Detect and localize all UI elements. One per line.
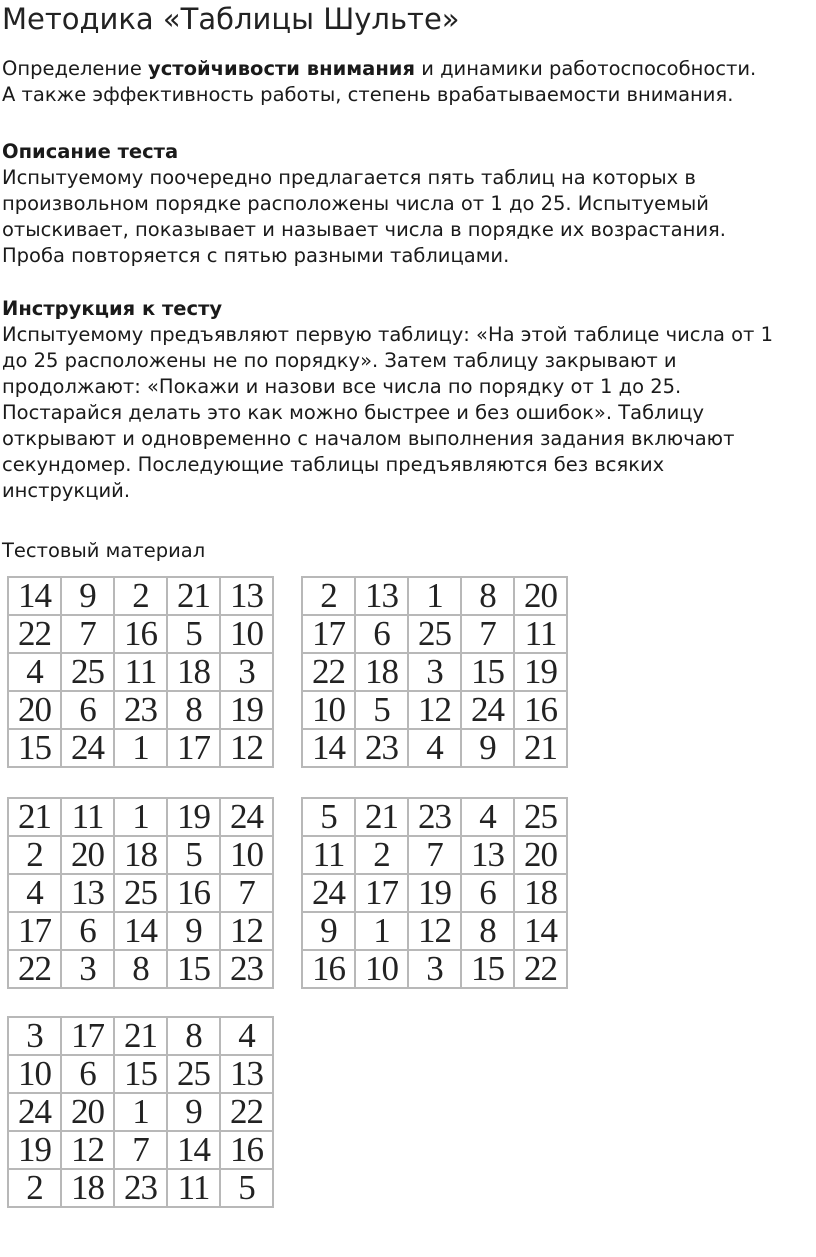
table-cell: 1 bbox=[355, 912, 408, 950]
table-cell: 16 bbox=[114, 615, 167, 653]
table-cell: 12 bbox=[408, 912, 461, 950]
table-cell: 7 bbox=[220, 874, 273, 912]
table-cell: 15 bbox=[8, 729, 61, 767]
table-cell: 17 bbox=[355, 874, 408, 912]
description-line: Испытуемому поочередно предлагается пять таблиц на которых в bbox=[2, 166, 696, 189]
table-cell: 19 bbox=[514, 653, 567, 691]
table-cell: 18 bbox=[61, 1169, 114, 1207]
table-row bbox=[8, 577, 273, 615]
table-cell: 16 bbox=[220, 1131, 273, 1169]
schulte-table-1 bbox=[7, 576, 274, 768]
table-cell: 18 bbox=[514, 874, 567, 912]
table-row bbox=[8, 1093, 273, 1131]
table-cell: 9 bbox=[302, 912, 355, 950]
schulte-table-4 bbox=[301, 797, 568, 989]
instruction-line: открывают и одновременно с началом выполнения задания включают bbox=[2, 427, 735, 450]
table-cell: 23 bbox=[355, 729, 408, 767]
table-cell: 25 bbox=[514, 798, 567, 836]
table-cell: 5 bbox=[167, 836, 220, 874]
material-label: Тестовый материал bbox=[2, 539, 206, 562]
instruction-section bbox=[2, 296, 773, 504]
table-cell: 6 bbox=[61, 1055, 114, 1093]
table-row bbox=[8, 912, 273, 950]
table-cell: 19 bbox=[167, 798, 220, 836]
table-cell: 2 bbox=[8, 836, 61, 874]
table-cell: 1 bbox=[114, 1093, 167, 1131]
table-cell: 8 bbox=[167, 691, 220, 729]
table-cell: 18 bbox=[167, 653, 220, 691]
table-cell: 10 bbox=[220, 615, 273, 653]
table-row bbox=[8, 1017, 273, 1055]
table-cell: 22 bbox=[220, 1093, 273, 1131]
table-cell: 24 bbox=[461, 691, 514, 729]
table-cell: 23 bbox=[220, 950, 273, 988]
table-cell: 13 bbox=[355, 577, 408, 615]
table-row bbox=[8, 1055, 273, 1093]
table-cell: 20 bbox=[61, 1093, 114, 1131]
table-row bbox=[302, 874, 567, 912]
table-row bbox=[302, 912, 567, 950]
table-cell: 15 bbox=[167, 950, 220, 988]
instruction-heading: Инструкция к тесту bbox=[2, 297, 223, 320]
table-cell: 4 bbox=[8, 874, 61, 912]
table-cell: 24 bbox=[220, 798, 273, 836]
table-row bbox=[8, 874, 273, 912]
instruction-line: продолжают: «Покажи и назови все числа по порядку от 1 до 25. bbox=[2, 375, 682, 398]
table-cell: 5 bbox=[302, 798, 355, 836]
table-cell: 15 bbox=[114, 1055, 167, 1093]
table-cell: 13 bbox=[61, 874, 114, 912]
table-cell: 14 bbox=[514, 912, 567, 950]
table-cell: 2 bbox=[8, 1169, 61, 1207]
table-cell: 9 bbox=[61, 577, 114, 615]
table-cell: 1 bbox=[408, 577, 461, 615]
table-cell: 22 bbox=[514, 950, 567, 988]
table-cell: 3 bbox=[8, 1017, 61, 1055]
table-cell: 12 bbox=[220, 912, 273, 950]
table-cell: 2 bbox=[114, 577, 167, 615]
table-cell: 14 bbox=[114, 912, 167, 950]
table-cell: 8 bbox=[114, 950, 167, 988]
table-cell: 15 bbox=[461, 950, 514, 988]
table-row bbox=[302, 729, 567, 767]
table-cell: 2 bbox=[355, 836, 408, 874]
intro-paragraph bbox=[2, 56, 756, 108]
table-cell: 2 bbox=[302, 577, 355, 615]
table-cell: 14 bbox=[167, 1131, 220, 1169]
table-cell: 21 bbox=[355, 798, 408, 836]
table-cell: 6 bbox=[355, 615, 408, 653]
table-cell: 11 bbox=[514, 615, 567, 653]
table-row bbox=[8, 836, 273, 874]
table-cell: 14 bbox=[8, 577, 61, 615]
table-cell: 12 bbox=[61, 1131, 114, 1169]
table-cell: 8 bbox=[461, 912, 514, 950]
table-cell: 23 bbox=[114, 1169, 167, 1207]
instruction-line: секундомер. Последующие таблицы предъявляются без всяких bbox=[2, 453, 665, 476]
table-cell: 22 bbox=[302, 653, 355, 691]
table-row bbox=[8, 653, 273, 691]
table-cell: 16 bbox=[514, 691, 567, 729]
table-cell: 4 bbox=[408, 729, 461, 767]
table-cell: 22 bbox=[8, 615, 61, 653]
table-cell: 10 bbox=[220, 836, 273, 874]
table-cell: 11 bbox=[61, 798, 114, 836]
intro-line-2: А также эффективность работы, степень врабатываемости внимания. bbox=[2, 83, 734, 106]
page-title: Методика «Таблицы Шульте» bbox=[2, 2, 460, 36]
description-line: отыскивает, показывает и называет числа в порядке их возрастания. bbox=[2, 218, 726, 241]
table-cell: 24 bbox=[61, 729, 114, 767]
table-row bbox=[8, 691, 273, 729]
table-cell: 23 bbox=[114, 691, 167, 729]
table-cell: 25 bbox=[167, 1055, 220, 1093]
description-line: произвольном порядке расположены числа от 1 до 25. Испытуемый bbox=[2, 192, 709, 215]
table-cell: 18 bbox=[355, 653, 408, 691]
table-cell: 20 bbox=[514, 577, 567, 615]
table-cell: 5 bbox=[355, 691, 408, 729]
table-row bbox=[8, 950, 273, 988]
description-section bbox=[2, 139, 726, 269]
table-row bbox=[302, 836, 567, 874]
table-cell: 9 bbox=[167, 912, 220, 950]
table-cell: 16 bbox=[167, 874, 220, 912]
table-cell: 25 bbox=[408, 615, 461, 653]
table-cell: 10 bbox=[355, 950, 408, 988]
table-cell: 9 bbox=[461, 729, 514, 767]
table-row bbox=[8, 729, 273, 767]
table-cell: 5 bbox=[220, 1169, 273, 1207]
schulte-table-2 bbox=[301, 576, 568, 768]
table-cell: 19 bbox=[8, 1131, 61, 1169]
instruction-line: Испытуемому предъявляют первую таблицу: «На этой таблице числа от 1 bbox=[2, 323, 774, 346]
table-cell: 4 bbox=[220, 1017, 273, 1055]
table-cell: 10 bbox=[302, 691, 355, 729]
table-cell: 1 bbox=[114, 798, 167, 836]
table-cell: 8 bbox=[461, 577, 514, 615]
table-cell: 6 bbox=[61, 691, 114, 729]
description-line: Проба повторяется с пятью разными таблицами. bbox=[2, 244, 510, 267]
table-cell: 3 bbox=[220, 653, 273, 691]
table-row bbox=[302, 798, 567, 836]
table-cell: 24 bbox=[8, 1093, 61, 1131]
table-cell: 11 bbox=[302, 836, 355, 874]
table-cell: 4 bbox=[461, 798, 514, 836]
table-row bbox=[8, 1169, 273, 1207]
table-cell: 21 bbox=[114, 1017, 167, 1055]
table-row bbox=[8, 615, 273, 653]
table-cell: 17 bbox=[167, 729, 220, 767]
table-row bbox=[302, 615, 567, 653]
table-cell: 13 bbox=[220, 577, 273, 615]
table-cell: 17 bbox=[61, 1017, 114, 1055]
table-cell: 3 bbox=[408, 653, 461, 691]
table-cell: 14 bbox=[302, 729, 355, 767]
table-cell: 1 bbox=[114, 729, 167, 767]
table-cell: 3 bbox=[61, 950, 114, 988]
table-cell: 13 bbox=[461, 836, 514, 874]
table-cell: 11 bbox=[114, 653, 167, 691]
table-cell: 19 bbox=[408, 874, 461, 912]
table-cell: 6 bbox=[61, 912, 114, 950]
table-cell: 24 bbox=[302, 874, 355, 912]
table-row bbox=[8, 1131, 273, 1169]
table-cell: 17 bbox=[302, 615, 355, 653]
table-cell: 21 bbox=[167, 577, 220, 615]
table-cell: 23 bbox=[408, 798, 461, 836]
table-cell: 7 bbox=[408, 836, 461, 874]
table-row bbox=[302, 577, 567, 615]
table-cell: 7 bbox=[461, 615, 514, 653]
table-cell: 4 bbox=[8, 653, 61, 691]
table-cell: 5 bbox=[167, 615, 220, 653]
table-cell: 18 bbox=[114, 836, 167, 874]
table-cell: 13 bbox=[220, 1055, 273, 1093]
table-cell: 15 bbox=[461, 653, 514, 691]
table-cell: 20 bbox=[514, 836, 567, 874]
table-cell: 20 bbox=[8, 691, 61, 729]
instruction-line: до 25 расположены не по порядку». Затем таблицу закрывают и bbox=[2, 349, 677, 372]
table-cell: 3 bbox=[408, 950, 461, 988]
schulte-table-3 bbox=[7, 797, 274, 989]
table-cell: 22 bbox=[8, 950, 61, 988]
table-cell: 12 bbox=[408, 691, 461, 729]
instruction-line: инструкций. bbox=[2, 479, 131, 502]
table-cell: 9 bbox=[167, 1093, 220, 1131]
table-row bbox=[302, 691, 567, 729]
table-cell: 19 bbox=[220, 691, 273, 729]
table-cell: 25 bbox=[61, 653, 114, 691]
table-cell: 20 bbox=[61, 836, 114, 874]
table-row bbox=[8, 798, 273, 836]
description-heading: Описание теста bbox=[2, 140, 179, 163]
table-cell: 7 bbox=[114, 1131, 167, 1169]
table-cell: 21 bbox=[514, 729, 567, 767]
table-cell: 12 bbox=[220, 729, 273, 767]
table-cell: 21 bbox=[8, 798, 61, 836]
table-cell: 7 bbox=[61, 615, 114, 653]
intro-emphasis: устойчивости внимания bbox=[148, 57, 415, 80]
table-cell: 8 bbox=[167, 1017, 220, 1055]
schulte-table-5 bbox=[7, 1016, 274, 1208]
table-cell: 11 bbox=[167, 1169, 220, 1207]
table-cell: 10 bbox=[8, 1055, 61, 1093]
instruction-line: Постарайся делать это как можно быстрее и без ошибок». Таблицу bbox=[2, 401, 705, 424]
table-cell: 16 bbox=[302, 950, 355, 988]
table-cell: 17 bbox=[8, 912, 61, 950]
intro-line-1: Определение устойчивости внимания и динамики работоспособности. bbox=[2, 57, 757, 80]
table-cell: 6 bbox=[461, 874, 514, 912]
table-cell: 25 bbox=[114, 874, 167, 912]
table-row bbox=[302, 653, 567, 691]
table-row bbox=[302, 950, 567, 988]
